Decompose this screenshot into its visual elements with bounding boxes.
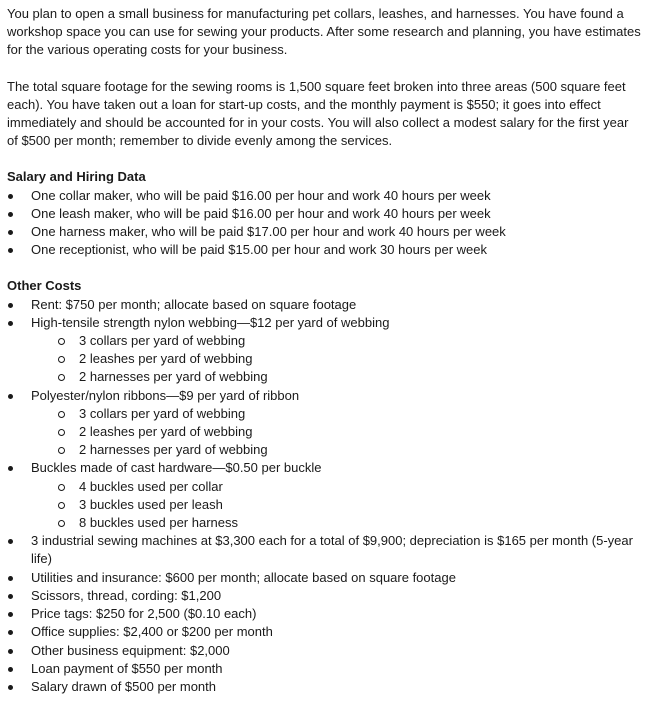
sub-list-item: 4 buckles used per collar	[7, 478, 641, 496]
list-item: One harness maker, who will be paid $17.00 per hour and work 40 hours per week	[7, 223, 641, 241]
list-item: Scissors, thread, cording: $1,200	[7, 587, 641, 605]
list-item: Polyester/nylon ribbons—$9 per yard of ribbon	[7, 387, 641, 405]
list-item: Price tags: $250 for 2,500 ($0.10 each)	[7, 605, 641, 623]
costs-heading: Other Costs	[7, 278, 82, 294]
intro-paragraph-1: You plan to open a small business for manufacturing pet collars, leashes, and harnesses. You have found a workshop space you can use for sewing your products. After some research and planning, you have estimates for the various operating costs for your business.	[7, 6, 641, 58]
list-item: Salary drawn of $500 per month	[7, 678, 641, 696]
sub-list-item: 3 collars per yard of webbing	[7, 332, 641, 350]
salary-list	[7, 187, 641, 260]
list-item: Loan payment of $550 per month	[7, 660, 641, 678]
sub-list-item: 3 buckles used per leash	[7, 496, 641, 514]
list-item: 3 industrial sewing machines at $3,300 each for a total of $9,900; depreciation is $165 per month (5-year life)	[7, 532, 641, 568]
list-item: One receptionist, who will be paid $15.00 per hour and work 30 hours per week	[7, 241, 641, 259]
sub-list-item: 2 leashes per yard of webbing	[7, 423, 641, 441]
list-item: Other business equipment: $2,000	[7, 642, 641, 660]
intro-paragraph-2: The total square footage for the sewing rooms is 1,500 square feet broken into three areas (500 square feet each). You have taken out a loan for start-up costs, and the monthly payment is $550; it goes into effect immediately and should be accounted for in your costs. You will also collect a modest salary for the first year of $500 per month; remember to divide evenly among the services.	[7, 78, 629, 149]
sub-list-item: 8 buckles used per harness	[7, 514, 641, 532]
list-item: Buckles made of cast hardware—$0.50 per buckle	[7, 459, 641, 477]
list-item: Office supplies: $2,400 or $200 per month	[7, 623, 641, 641]
costs-list	[7, 296, 641, 696]
sub-list-item: 3 collars per yard of webbing	[7, 405, 641, 423]
salary-heading: Salary and Hiring Data	[7, 169, 146, 185]
sub-list-item: 2 leashes per yard of webbing	[7, 350, 641, 368]
list-item: One collar maker, who will be paid $16.00 per hour and work 40 hours per week	[7, 187, 641, 205]
sub-list-item: 2 harnesses per yard of webbing	[7, 368, 641, 386]
list-item: Rent: $750 per month; allocate based on square footage	[7, 296, 641, 314]
sub-list-item: 2 harnesses per yard of webbing	[7, 441, 641, 459]
list-item: One leash maker, who will be paid $16.00 per hour and work 40 hours per week	[7, 205, 641, 223]
list-item: High-tensile strength nylon webbing—$12 per yard of webbing	[7, 314, 641, 332]
list-item: Utilities and insurance: $600 per month; allocate based on square footage	[7, 569, 641, 587]
